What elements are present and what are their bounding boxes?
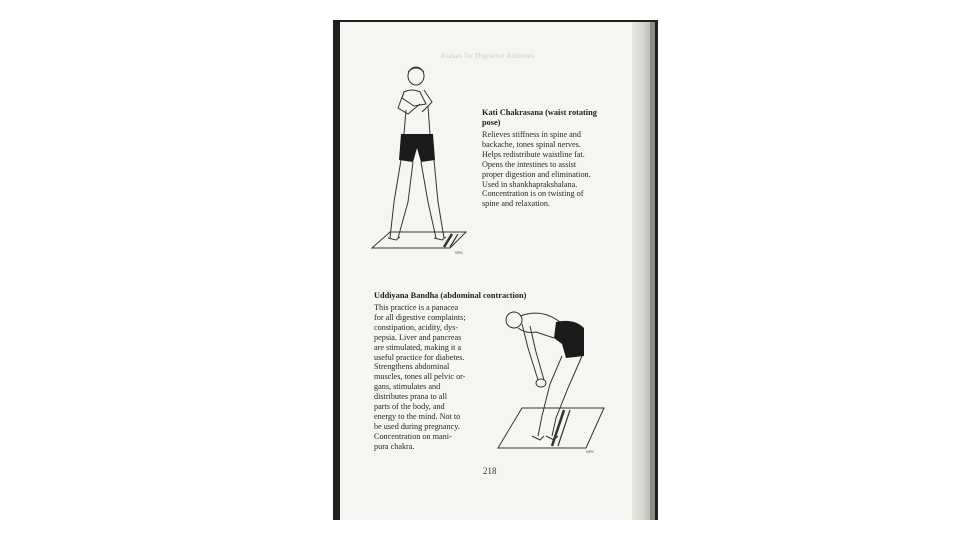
uddiyana-line: pura chakra. [374,441,415,451]
kati-line: Concentration is on twisting of [482,189,584,199]
uddiyana-line: parts of the body, and [374,402,445,412]
uddiyana-line: muscles, tones all pelvic or- [374,372,466,382]
kati-line: Used in shankhaprakshalana. [482,179,578,189]
binding-edge [650,22,655,520]
kati-title-text: Kati Chakrasana (waist rotating pose) [482,108,597,127]
uddiyana-line: for all digestive complaints; [374,312,466,322]
kati-line: backache, tones spinal nerves. [482,139,581,149]
kati-artist-signature: SPK [455,250,464,255]
kati-title [482,108,614,128]
kati-line: Opens the intestines to assist [482,159,577,169]
page-number: 218 [483,466,497,476]
uddiyana-title: Uddiyana Bandha (abdominal contraction) [374,291,527,300]
uddiyana-line: constipation, acidity, dys- [374,322,459,332]
uddiyana-line: distributes prana to all [374,392,447,402]
uddiyana-line: Strengthens abdominal [374,362,450,372]
uddiyana-line: useful practice for diabetes. [374,352,465,362]
kati-line: proper digestion and elimination. [482,169,591,179]
uddiyana-artist-signature: SPK [586,449,595,454]
uddiyana-line: are stimulated, making it a [374,342,462,352]
uddiyana-line: Concentration on mani- [374,431,452,441]
kati-line: Helps redistribute waistline fat. [482,149,585,159]
kati-chakrasana-illustration [368,62,473,262]
uddiyana-description [374,303,484,452]
kati-description [482,130,614,209]
running-header: Asanas for Digestive Ailments [440,52,535,60]
uddiyana-line: energy to the mind. Not to [374,411,461,421]
uddiyana-line: pepsia. Liver and pancreas [374,332,462,342]
uddiyana-line: gans, stimulates and [374,382,441,392]
kati-line: Relieves stiffness in spine and [482,130,581,139]
page-edge [632,22,650,520]
uddiyana-bandha-illustration [492,308,607,460]
kati-line: spine and relaxation. [482,199,550,209]
uddiyana-line: This practice is a panacea [374,303,459,312]
uddiyana-line: be used during pregnancy. [374,421,460,431]
